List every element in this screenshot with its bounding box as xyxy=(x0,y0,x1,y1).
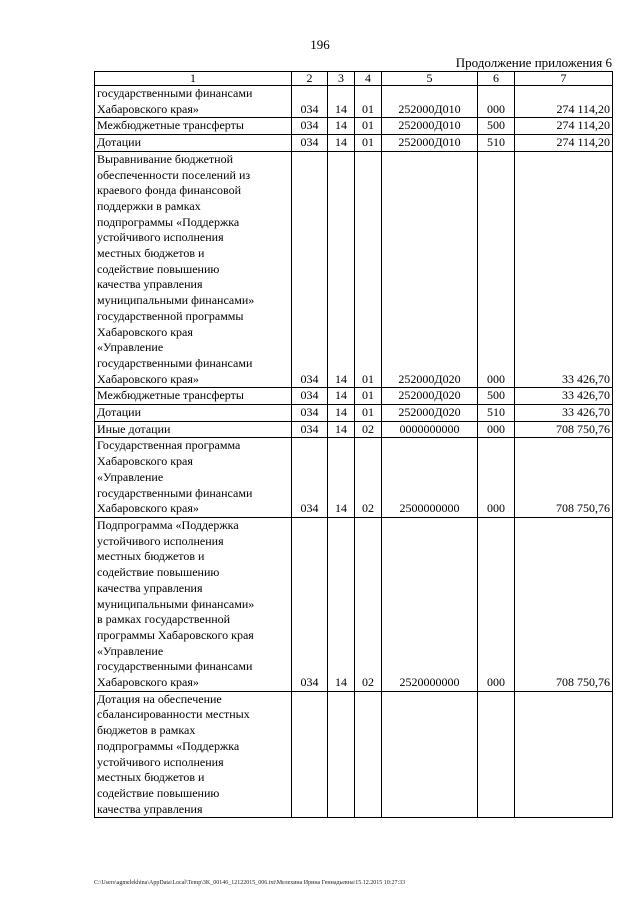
ministry-code-cell: 034 xyxy=(292,151,328,388)
amount-cell xyxy=(515,691,613,818)
table-row xyxy=(95,86,613,118)
subsection-code-cell xyxy=(355,691,382,818)
row-name-line: «Управление xyxy=(97,643,164,658)
subsection-code-cell: 02 xyxy=(355,421,382,438)
row-name-cell xyxy=(95,405,292,422)
row-name-line: Иные дотации xyxy=(97,421,171,436)
budget-table xyxy=(94,71,613,818)
section-code-cell: 14 xyxy=(328,517,355,691)
row-name-line: государственными финансами xyxy=(97,485,253,500)
table-row xyxy=(95,388,613,405)
expense-type-cell: 000 xyxy=(478,517,515,691)
appendix-continuation-label: Продолжение приложения 6 xyxy=(455,55,612,70)
row-name-line: содействие повышению xyxy=(97,261,220,276)
row-name-line: Межбюджетные трансферты xyxy=(97,118,244,133)
row-name-line: Дотации xyxy=(97,135,142,150)
row-name-line: Подпрограмма «Поддержка xyxy=(97,517,239,532)
ministry-code-cell: 034 xyxy=(292,517,328,691)
row-name-line: муниципальными финансами» xyxy=(97,596,255,611)
row-name-line: государственными финансами xyxy=(97,86,253,100)
target-article-cell: 0000000000 xyxy=(382,421,478,438)
row-name-line: качества управления xyxy=(97,801,203,816)
amount-cell: 274 114,20 xyxy=(515,135,613,152)
row-name-line: Дотации xyxy=(97,405,142,420)
table-row xyxy=(95,151,613,388)
row-name-cell xyxy=(95,691,292,818)
row-name-cell xyxy=(95,517,292,691)
subsection-code-cell: 01 xyxy=(355,388,382,405)
amount-cell: 708 750,76 xyxy=(515,438,613,518)
row-name-line: Межбюджетные трансферты xyxy=(97,388,244,403)
target-article-cell: 252000Д010 xyxy=(382,135,478,152)
target-article-cell: 252000Д020 xyxy=(382,405,478,422)
row-name-line: краевого фонда финансовой xyxy=(97,183,242,198)
table-row xyxy=(95,438,613,518)
subsection-code-cell: 01 xyxy=(355,151,382,388)
column-header: 6 xyxy=(478,72,515,86)
row-name-line: обеспеченности поселений из xyxy=(97,167,251,182)
row-name-line: программы Хабаровского края xyxy=(97,627,254,642)
row-name-line: устойчивого исполнения xyxy=(97,754,224,769)
row-name-line: государственными финансами xyxy=(97,355,253,370)
section-code-cell: 14 xyxy=(328,438,355,518)
expense-type-cell: 000 xyxy=(478,86,515,118)
row-name-line: Хабаровского края xyxy=(97,454,193,469)
table-header-row xyxy=(95,72,613,86)
ministry-code-cell: 034 xyxy=(292,86,328,118)
ministry-code-cell: 034 xyxy=(292,421,328,438)
row-name-line: муниципальными финансами» xyxy=(97,293,255,308)
section-code-cell: 14 xyxy=(328,86,355,118)
row-name-line: качества управления xyxy=(97,277,203,292)
subsection-code-cell: 02 xyxy=(355,438,382,518)
column-header: 4 xyxy=(355,72,382,86)
amount-cell: 33 426,70 xyxy=(515,151,613,388)
amount-cell: 33 426,70 xyxy=(515,388,613,405)
section-code-cell: 14 xyxy=(328,151,355,388)
table-row xyxy=(95,517,613,691)
expense-type-cell: 000 xyxy=(478,151,515,388)
expense-type-cell: 510 xyxy=(478,405,515,422)
row-name-line: бюджетов в рамках xyxy=(97,723,196,738)
subsection-code-cell: 01 xyxy=(355,118,382,135)
ministry-code-cell: 034 xyxy=(292,438,328,518)
expense-type-cell: 510 xyxy=(478,135,515,152)
section-code-cell: 14 xyxy=(328,118,355,135)
table-body xyxy=(95,86,613,818)
ministry-code-cell: 034 xyxy=(292,405,328,422)
section-code-cell: 14 xyxy=(328,388,355,405)
expense-type-cell: 000 xyxy=(478,421,515,438)
row-name-line: содействие повышению xyxy=(97,565,220,580)
table-row xyxy=(95,405,613,422)
subsection-code-cell: 01 xyxy=(355,86,382,118)
row-name-line: государственными финансами xyxy=(97,659,253,674)
table-row xyxy=(95,135,613,152)
amount-cell: 708 750,76 xyxy=(515,517,613,691)
section-code-cell: 14 xyxy=(328,405,355,422)
row-name-line: Хабаровского края» xyxy=(97,501,199,516)
section-code-cell: 14 xyxy=(328,421,355,438)
ministry-code-cell: 034 xyxy=(292,118,328,135)
column-header: 3 xyxy=(328,72,355,86)
row-name-line: государственной программы xyxy=(97,308,244,323)
row-name-line: Государственная программа xyxy=(97,438,241,453)
subsection-code-cell: 01 xyxy=(355,135,382,152)
column-header: 1 xyxy=(95,72,292,86)
expense-type-cell: 500 xyxy=(478,388,515,405)
section-code-cell: 14 xyxy=(328,135,355,152)
amount-cell: 33 426,70 xyxy=(515,405,613,422)
row-name-line: подпрограммы «Поддержка xyxy=(97,738,240,753)
ministry-code-cell xyxy=(292,691,328,818)
table-row xyxy=(95,691,613,818)
target-article-cell: 252000Д010 xyxy=(382,86,478,118)
target-article-cell: 252000Д020 xyxy=(382,151,478,388)
expense-type-cell: 000 xyxy=(478,438,515,518)
row-name-line: качества управления xyxy=(97,580,203,595)
row-name-line: поддержки в рамках xyxy=(97,198,201,213)
row-name-cell xyxy=(95,135,292,152)
row-name-cell xyxy=(95,388,292,405)
target-article-cell: 252000Д020 xyxy=(382,388,478,405)
column-header: 7 xyxy=(515,72,613,86)
row-name-line: Хабаровского края xyxy=(97,324,193,339)
row-name-line: местных бюджетов и xyxy=(97,770,205,785)
row-name-line: в рамках государственной xyxy=(97,612,231,627)
table-row xyxy=(95,421,613,438)
table-row xyxy=(95,118,613,135)
ministry-code-cell: 034 xyxy=(292,135,328,152)
column-header: 2 xyxy=(292,72,328,86)
row-name-line: Выравнивание бюджетной xyxy=(97,151,234,166)
amount-cell: 708 750,76 xyxy=(515,421,613,438)
amount-cell: 274 114,20 xyxy=(515,86,613,118)
expense-type-cell xyxy=(478,691,515,818)
section-code-cell xyxy=(328,691,355,818)
subsection-code-cell: 01 xyxy=(355,405,382,422)
page-number: 196 xyxy=(310,37,330,52)
column-header: 5 xyxy=(382,72,478,86)
expense-type-cell: 500 xyxy=(478,118,515,135)
row-name-cell xyxy=(95,118,292,135)
row-name-cell xyxy=(95,86,292,118)
ministry-code-cell: 034 xyxy=(292,388,328,405)
row-name-line: устойчивого исполнения xyxy=(97,230,224,245)
row-name-cell xyxy=(95,421,292,438)
row-name-line: Хабаровского края» xyxy=(97,371,199,386)
amount-cell: 274 114,20 xyxy=(515,118,613,135)
row-name-cell xyxy=(95,438,292,518)
target-article-cell xyxy=(382,691,478,818)
row-name-line: местных бюджетов и xyxy=(97,549,205,564)
row-name-line: сбалансированности местных xyxy=(97,707,250,722)
row-name-line: содействие повышению xyxy=(97,785,220,800)
row-name-line: «Управление xyxy=(97,469,164,484)
row-name-line: Дотация на обеспечение xyxy=(97,691,222,706)
row-name-line: местных бюджетов и xyxy=(97,246,205,261)
row-name-line: устойчивого исполнения xyxy=(97,533,224,548)
row-name-line: «Управление xyxy=(97,340,164,355)
file-path-footer: C:\Users\agmelekhina\AppData\Local\Temp\3K_00146_12122015_006.txt\Мелехина Ирина Геннадьевна\15.12.2015 10:27:33 xyxy=(94,880,406,886)
target-article-cell: 2500000000 xyxy=(382,438,478,518)
row-name-cell xyxy=(95,151,292,388)
row-name-line: Хабаровского края» xyxy=(97,675,199,690)
target-article-cell: 252000Д010 xyxy=(382,118,478,135)
row-name-line: Хабаровского края» xyxy=(97,101,199,116)
row-name-line: подпрограммы «Поддержка xyxy=(97,214,240,229)
subsection-code-cell: 02 xyxy=(355,517,382,691)
target-article-cell: 2520000000 xyxy=(382,517,478,691)
